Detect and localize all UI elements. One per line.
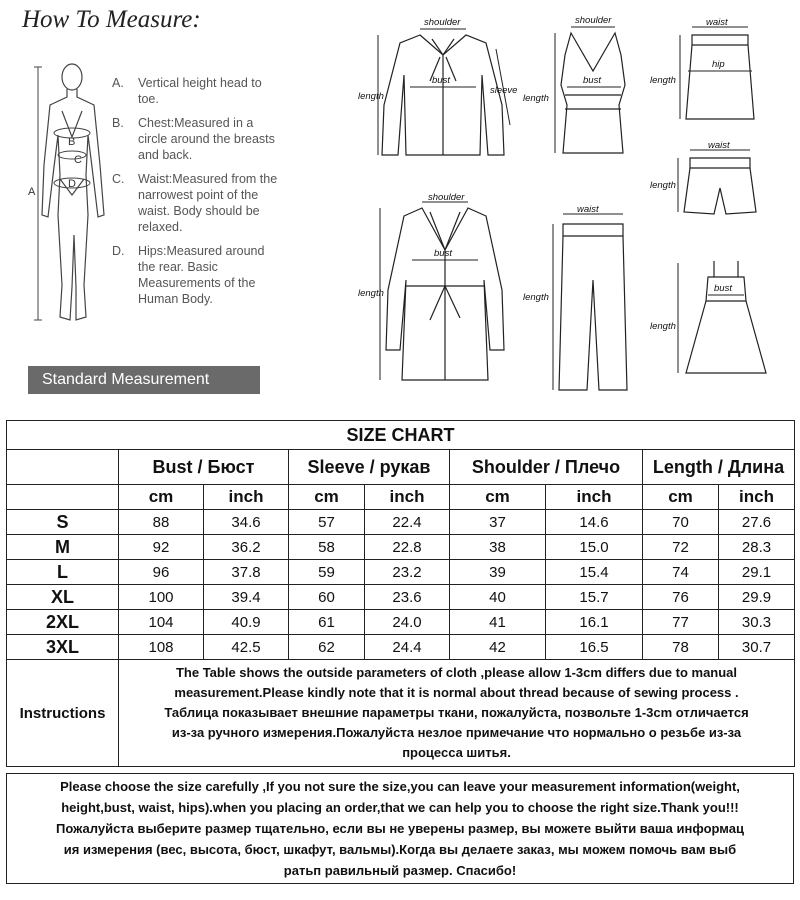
table-cell: 24.0	[365, 610, 450, 635]
label-sleeve: sleeve	[490, 85, 518, 96]
size-chart-table	[6, 420, 795, 767]
legend-item: B. Chest:Measured in a circle around the breasts and back.	[112, 116, 275, 162]
size-label: 3XL	[7, 635, 119, 660]
unit-cell: inch	[365, 485, 450, 510]
letter-b: B	[68, 136, 76, 148]
label-length: length	[358, 288, 384, 299]
table-row	[7, 635, 795, 660]
label-shoulder: shoulder	[575, 15, 612, 26]
instructions-row	[7, 660, 795, 767]
size-label: L	[7, 560, 119, 585]
table-row	[7, 560, 795, 585]
size-label: 2XL	[7, 610, 119, 635]
label-length: length	[650, 180, 676, 191]
standard-measurement-badge: Standard Measurement	[28, 366, 260, 394]
letter-c: C	[74, 154, 82, 166]
table-cell: 57	[289, 510, 365, 535]
tank-top-diagram	[525, 15, 645, 160]
table-cell: 34.6	[204, 510, 289, 535]
table-cell: 40.9	[204, 610, 289, 635]
units-row	[7, 485, 795, 510]
table-cell: 42	[450, 635, 546, 660]
table-cell: 38	[450, 535, 546, 560]
table-cell: 61	[289, 610, 365, 635]
unit-cell: inch	[719, 485, 795, 510]
table-row	[7, 510, 795, 535]
letter-a: A	[28, 186, 36, 198]
table-cell: 22.4	[365, 510, 450, 535]
instructions-label: Instructions	[7, 660, 119, 767]
legend-item: D. Hips:Measured around the rear. Basic Measurements of the Human Body.	[112, 244, 265, 306]
shorts-diagram	[652, 140, 762, 220]
coat-diagram	[360, 190, 520, 390]
table-cell: 16.1	[546, 610, 643, 635]
table-cell: 77	[643, 610, 719, 635]
label-bust: bust	[432, 75, 450, 86]
size-chart-title: SIZE CHART	[7, 421, 795, 450]
table-cell: 42.5	[204, 635, 289, 660]
how-to-measure-section	[0, 0, 800, 405]
how-to-measure-title: How To Measure:	[22, 6, 201, 33]
table-cell: 60	[289, 585, 365, 610]
label-length: length	[650, 75, 676, 86]
unit-cell: cm	[450, 485, 546, 510]
size-label: M	[7, 535, 119, 560]
table-cell: 100	[119, 585, 204, 610]
table-cell: 30.3	[719, 610, 795, 635]
table-cell: 62	[289, 635, 365, 660]
label-length: length	[523, 93, 549, 104]
table-cell: 23.6	[365, 585, 450, 610]
pants-diagram	[525, 200, 645, 395]
label-hip: hip	[712, 59, 725, 70]
table-cell: 72	[643, 535, 719, 560]
table-row	[7, 610, 795, 635]
table-cell: 39.4	[204, 585, 289, 610]
unit-cell: inch	[546, 485, 643, 510]
label-bust: bust	[714, 283, 732, 294]
legend-item: A. Vertical height head to toe.	[112, 76, 262, 106]
skirt-diagram	[652, 15, 762, 125]
size-label: S	[7, 510, 119, 535]
unit-cell: inch	[204, 485, 289, 510]
header-sleeve: Sleeve / рукав	[289, 450, 450, 485]
label-bust: bust	[583, 75, 601, 86]
size-advice-note: Please choose the size carefully ,If you not sure the size,you can leave your measurement information(weight, height,bust, waist, hips).when you placing an order,that we can help you to choose the right size.Thank you!!! Пожалуйста выберите размер тщательно, если вы не уверены размер, вы можете выйти ваша информац ия измерения (вес, высота, бюст, шкафут, вальмы).Когда вы делаете заказ, мы можем помочь вам выб ратьп равильный размер. Спасибо!	[6, 773, 794, 884]
table-cell: 29.9	[719, 585, 795, 610]
table-cell: 88	[119, 510, 204, 535]
label-length: length	[650, 321, 676, 332]
table-cell: 27.6	[719, 510, 795, 535]
table-cell: 37.8	[204, 560, 289, 585]
header-length: Length / Длина	[643, 450, 795, 485]
table-cell: 41	[450, 610, 546, 635]
instructions-text: The Table shows the outside parameters of cloth ,please allow 1-3cm differs due to manual measurement.Please kindly note that it is normal about thread because of sewing process . Таблица показывает внешние параметры ткани, пожалуйста, позвольте 1-3cm отличается из-за ручного измерения.Пожалуйста незлое примечание что нормально о резьбе из-за процесса шитья.	[119, 660, 795, 767]
table-cell: 70	[643, 510, 719, 535]
table-cell: 28.3	[719, 535, 795, 560]
label-shoulder: shoulder	[424, 17, 461, 28]
table-cell: 15.0	[546, 535, 643, 560]
table-cell: 37	[450, 510, 546, 535]
table-cell: 30.7	[719, 635, 795, 660]
table-cell: 16.5	[546, 635, 643, 660]
table-cell: 22.8	[365, 535, 450, 560]
label-bust: bust	[434, 248, 452, 259]
table-cell: 96	[119, 560, 204, 585]
table-cell: 76	[643, 585, 719, 610]
table-cell: 23.2	[365, 560, 450, 585]
blouse-diagram	[360, 15, 525, 165]
size-label: XL	[7, 585, 119, 610]
unit-cell: cm	[643, 485, 719, 510]
label-length: length	[523, 292, 549, 303]
table-cell: 59	[289, 560, 365, 585]
table-row	[7, 535, 795, 560]
header-bust: Bust / Бюст	[119, 450, 289, 485]
unit-cell: cm	[119, 485, 204, 510]
table-cell: 104	[119, 610, 204, 635]
label-waist: waist	[577, 204, 599, 215]
table-cell: 108	[119, 635, 204, 660]
measurement-legend	[112, 75, 282, 315]
table-cell: 29.1	[719, 560, 795, 585]
table-cell: 39	[450, 560, 546, 585]
label-waist: waist	[706, 17, 728, 28]
header-blank	[7, 450, 119, 485]
label-waist: waist	[708, 140, 730, 151]
dress-diagram	[652, 255, 777, 385]
table-cell: 92	[119, 535, 204, 560]
table-cell: 14.6	[546, 510, 643, 535]
label-shoulder: shoulder	[428, 192, 465, 203]
label-length: length	[358, 91, 384, 102]
size-chart-section	[6, 420, 794, 884]
table-cell: 24.4	[365, 635, 450, 660]
table-cell: 15.7	[546, 585, 643, 610]
letter-d: D	[68, 178, 76, 190]
table-cell: 74	[643, 560, 719, 585]
table-cell: 15.4	[546, 560, 643, 585]
header-shoulder: Shoulder / Плечо	[450, 450, 643, 485]
legend-item: C. Waist:Measured from the narrowest point of the waist. Body should be relaxed.	[112, 172, 278, 234]
unit-cell: cm	[289, 485, 365, 510]
table-cell: 78	[643, 635, 719, 660]
table-cell: 58	[289, 535, 365, 560]
table-cell: 40	[450, 585, 546, 610]
table-row	[7, 585, 795, 610]
table-cell: 36.2	[204, 535, 289, 560]
